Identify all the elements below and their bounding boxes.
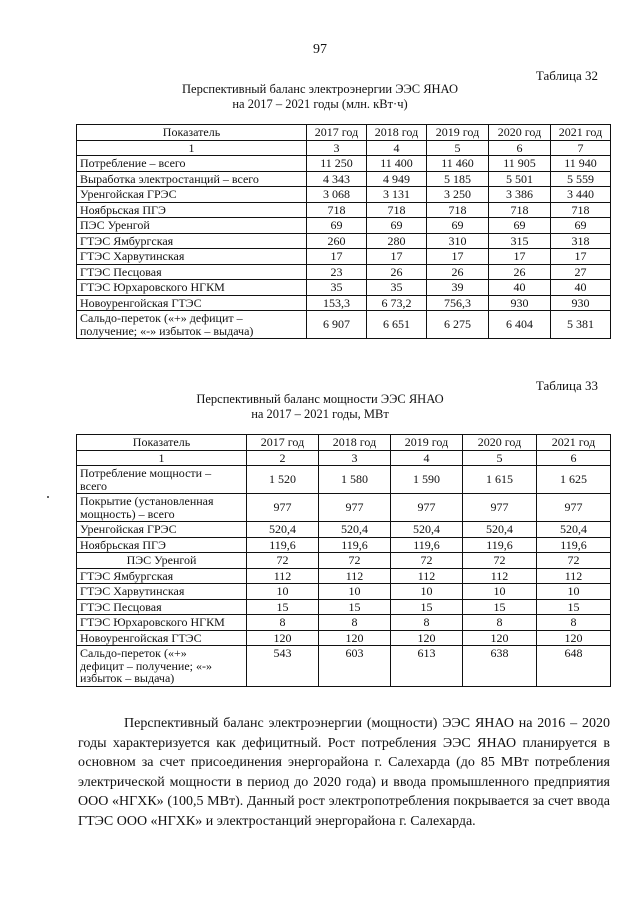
table33-cell: 520,4 xyxy=(463,522,537,538)
table33-cell: 72 xyxy=(537,553,611,569)
table33-row xyxy=(77,599,611,615)
table33-title xyxy=(0,392,640,422)
table32-cell: 11 460 xyxy=(427,156,489,172)
table33-cell: 120 xyxy=(247,630,319,646)
table32-cell: 6 275 xyxy=(427,311,489,339)
table33-cell: 15 xyxy=(463,599,537,615)
table33-cell: 10 xyxy=(391,584,463,600)
table32-row xyxy=(77,171,611,187)
table33-title-line2: на 2017 – 2021 годы, МВт xyxy=(251,407,389,421)
table33-cell: 520,4 xyxy=(391,522,463,538)
table32-cell: 40 xyxy=(551,280,611,296)
table33-cell: 977 xyxy=(247,494,319,522)
table33-row-label-line: Потребление мощности – xyxy=(80,466,212,480)
table33-cell: 977 xyxy=(537,494,611,522)
table33-cell: 119,6 xyxy=(537,537,611,553)
table32-cell: 69 xyxy=(427,218,489,234)
table32-header-row xyxy=(77,125,611,141)
table32-cell: 17 xyxy=(307,249,367,265)
table33-cell: 10 xyxy=(463,584,537,600)
table32-saldo-label-line1: Сальдо-переток («+» дефицит – xyxy=(80,311,243,325)
table33-row-label: ГТЭС Песцовая xyxy=(77,599,247,615)
table32-cell: 930 xyxy=(489,295,551,311)
table32-cell: 5 185 xyxy=(427,171,489,187)
table32-cell: 718 xyxy=(489,202,551,218)
table33-cell: 8 xyxy=(391,615,463,631)
table33-cell: 119,6 xyxy=(391,537,463,553)
table33 xyxy=(76,434,611,687)
table33-cell: 10 xyxy=(537,584,611,600)
table32-title-line1: Перспективный баланс электроэнергии ЭЭС ЯНАО xyxy=(182,82,458,96)
table32-cell: 11 400 xyxy=(367,156,427,172)
table32-cell: 3 440 xyxy=(551,187,611,203)
table32-cell: 40 xyxy=(489,280,551,296)
table32-cell: 17 xyxy=(367,249,427,265)
table32-cell: 23 xyxy=(307,264,367,280)
body-paragraph: Перспективный баланс электроэнергии (мощности) ЭЭС ЯНАО на 2016 – 2020 годы характеризуется как дефицитный. Рост потребления ЭЭС ЯНАО планируется в основном за счет присоединения энергорайона г. Салехарда (до 85 МВт потребления электрической мощности в период до 2020 года) и ввода промышленного предприятия ООО «НГХК» (100,5 МВт). Данный рост электропотребления покрывается за счет ввода ГТЭС ООО «НГХК» и электростанций энергорайона г. Салехарда. xyxy=(78,716,610,829)
table32-row xyxy=(77,280,611,296)
table32-cell: 35 xyxy=(307,280,367,296)
table32-index-cell: 1 xyxy=(77,140,307,156)
table32-index-cell: 3 xyxy=(307,140,367,156)
table32-row-label: Потребление – всего xyxy=(77,156,307,172)
table33-row-label-line: Покрытие (установленная xyxy=(80,494,214,508)
table33-cell: 520,4 xyxy=(537,522,611,538)
table33-cell: 15 xyxy=(537,599,611,615)
table32-cell: 17 xyxy=(489,249,551,265)
table33-row xyxy=(77,553,611,569)
table33-row-label: Новоуренгойская ГТЭС xyxy=(77,630,247,646)
table33-cell: 112 xyxy=(463,568,537,584)
table32-cell: 17 xyxy=(551,249,611,265)
table33-cell: 10 xyxy=(319,584,391,600)
table33-row-label xyxy=(77,494,247,522)
table32-index-cell: 4 xyxy=(367,140,427,156)
table33-index-cell: 3 xyxy=(319,450,391,466)
table32-row xyxy=(77,249,611,265)
table33-cell: 638 xyxy=(463,646,537,687)
table33-cell: 8 xyxy=(247,615,319,631)
table32-index-cell: 6 xyxy=(489,140,551,156)
table33-cell: 112 xyxy=(537,568,611,584)
table32-cell: 39 xyxy=(427,280,489,296)
stray-mark xyxy=(47,496,49,498)
table32-row xyxy=(77,218,611,234)
table33-cell: 613 xyxy=(391,646,463,687)
table33-cell: 648 xyxy=(537,646,611,687)
table33-header-cell: 2017 год xyxy=(247,435,319,451)
table33-cell: 119,6 xyxy=(463,537,537,553)
table33-row-label: ПЭС Уренгой xyxy=(77,553,247,569)
table33-index-cell: 6 xyxy=(537,450,611,466)
table32-saldo-row xyxy=(77,311,611,339)
table33-cell: 520,4 xyxy=(247,522,319,538)
table32-cell: 69 xyxy=(489,218,551,234)
table32-cell: 11 940 xyxy=(551,156,611,172)
table33-row xyxy=(77,466,611,494)
table32-row xyxy=(77,264,611,280)
table33-cell: 1 615 xyxy=(463,466,537,494)
table32-cell: 26 xyxy=(489,264,551,280)
table32-title xyxy=(0,82,640,112)
table33-row-label: ГТЭС Харвутинская xyxy=(77,584,247,600)
table33-cell: 72 xyxy=(247,553,319,569)
table33-saldo-label-line3: избыток – выдача) xyxy=(80,671,175,685)
table33-header-cell: 2019 год xyxy=(391,435,463,451)
table32-cell: 930 xyxy=(551,295,611,311)
table33-row xyxy=(77,494,611,522)
table32-cell: 5 559 xyxy=(551,171,611,187)
table32-row xyxy=(77,295,611,311)
table32-header-cell: 2019 год xyxy=(427,125,489,141)
table32-header-cell: 2021 год xyxy=(551,125,611,141)
table33-row xyxy=(77,537,611,553)
table32-cell: 17 xyxy=(427,249,489,265)
table33-cell: 15 xyxy=(247,599,319,615)
table33-row-label-line: мощность) – всего xyxy=(80,506,175,521)
table33-row xyxy=(77,584,611,600)
table33-saldo-row xyxy=(77,646,611,687)
table33-cell: 120 xyxy=(319,630,391,646)
table32-index-row xyxy=(77,140,611,156)
table32-row xyxy=(77,187,611,203)
table33-row xyxy=(77,615,611,631)
table33-header-cell: 2018 год xyxy=(319,435,391,451)
table33-cell: 119,6 xyxy=(247,537,319,553)
table32-cell: 4 343 xyxy=(307,171,367,187)
table32-cell: 69 xyxy=(551,218,611,234)
table33-cell: 977 xyxy=(319,494,391,522)
table33-cell: 520,4 xyxy=(319,522,391,538)
table33-cell: 977 xyxy=(391,494,463,522)
table32-index-cell: 7 xyxy=(551,140,611,156)
table32 xyxy=(76,124,611,339)
table33-index-cell: 2 xyxy=(247,450,319,466)
table33-cell: 603 xyxy=(319,646,391,687)
table33-row-label: ГТЭС Юрхаровского НГКМ xyxy=(77,615,247,631)
table32-cell: 6 651 xyxy=(367,311,427,339)
table32-title-line2: на 2017 – 2021 годы (млн. кВт·ч) xyxy=(232,97,408,111)
table32-cell: 26 xyxy=(427,264,489,280)
table32-row-label: ГТЭС Ямбургская xyxy=(77,233,307,249)
table33-cell: 1 520 xyxy=(247,466,319,494)
table32-cell: 6 907 xyxy=(307,311,367,339)
table32-cell: 718 xyxy=(307,202,367,218)
table32-header-cell: 2020 год xyxy=(489,125,551,141)
table32-cell: 315 xyxy=(489,233,551,249)
table33-header-cell: 2020 год xyxy=(463,435,537,451)
table33-row-label-line: всего xyxy=(80,478,108,493)
table32-cell: 6 404 xyxy=(489,311,551,339)
table32-cell: 318 xyxy=(551,233,611,249)
table33-title-line1: Перспективный баланс мощности ЭЭС ЯНАО xyxy=(196,392,444,406)
table32-header-cell: 2018 год xyxy=(367,125,427,141)
table32-row-label: Ноябрьская ПГЭ xyxy=(77,202,307,218)
table33-cell: 10 xyxy=(247,584,319,600)
table32-cell: 3 068 xyxy=(307,187,367,203)
page-number: 97 xyxy=(313,42,327,57)
table33-cell: 112 xyxy=(319,568,391,584)
table32-cell: 718 xyxy=(427,202,489,218)
table32-cell: 35 xyxy=(367,280,427,296)
table32-row-label: Выработка электростанций – всего xyxy=(77,171,307,187)
table32-row-label: ГТЭС Харвутинская xyxy=(77,249,307,265)
table32-cell: 4 949 xyxy=(367,171,427,187)
table32-row-label: ГТЭС Юрхаровского НГКМ xyxy=(77,280,307,296)
table32-cell: 27 xyxy=(551,264,611,280)
table32-cell: 260 xyxy=(307,233,367,249)
table33-cell: 543 xyxy=(247,646,319,687)
table33-row-label: Уренгойская ГРЭС xyxy=(77,522,247,538)
table32-row xyxy=(77,202,611,218)
table32-cell: 5 501 xyxy=(489,171,551,187)
table33-cell: 15 xyxy=(391,599,463,615)
table32-label: Таблица 32 xyxy=(535,68,598,83)
table33-saldo-label-line2: дефицит – получение; «-» xyxy=(80,658,212,673)
table32-row xyxy=(77,156,611,172)
table32-cell: 26 xyxy=(367,264,427,280)
table33-cell: 112 xyxy=(247,568,319,584)
table33-index-cell: 1 xyxy=(77,450,247,466)
table33-saldo-label-line1: Сальдо-переток («+» xyxy=(80,646,187,660)
table33-label: Таблица 33 xyxy=(535,378,598,393)
table33-cell: 1 625 xyxy=(537,466,611,494)
table32-cell: 3 250 xyxy=(427,187,489,203)
table33-cell: 1 580 xyxy=(319,466,391,494)
table33-index-cell: 4 xyxy=(391,450,463,466)
table33-row xyxy=(77,630,611,646)
table33-header-cell: Показатель xyxy=(77,435,247,451)
table33-row-label xyxy=(77,466,247,494)
table33-cell: 8 xyxy=(463,615,537,631)
table32-cell: 3 386 xyxy=(489,187,551,203)
table33-cell: 8 xyxy=(319,615,391,631)
table32-header-cell: Показатель xyxy=(77,125,307,141)
table33-cell: 8 xyxy=(537,615,611,631)
table32-row-label: ПЭС Уренгой xyxy=(77,218,307,234)
table33-cell: 72 xyxy=(463,553,537,569)
table33-row-label: Ноябрьская ПГЭ xyxy=(77,537,247,553)
table33-header-row xyxy=(77,435,611,451)
table32-saldo-label-line2: получение; «-» избыток – выдача) xyxy=(80,323,254,338)
table32-row-label: Уренгойская ГРЭС xyxy=(77,187,307,203)
table33-cell: 72 xyxy=(319,553,391,569)
table33-cell: 977 xyxy=(463,494,537,522)
table33-cell: 119,6 xyxy=(319,537,391,553)
table33-row-label: ГТЭС Ямбургская xyxy=(77,568,247,584)
table33-cell: 120 xyxy=(463,630,537,646)
table33-cell: 15 xyxy=(319,599,391,615)
table32-row xyxy=(77,233,611,249)
table32-cell: 69 xyxy=(307,218,367,234)
table32-row-label: ГТЭС Песцовая xyxy=(77,264,307,280)
table32-cell: 280 xyxy=(367,233,427,249)
table33-cell: 120 xyxy=(537,630,611,646)
table32-cell: 69 xyxy=(367,218,427,234)
table32-cell: 718 xyxy=(551,202,611,218)
table33-cell: 1 590 xyxy=(391,466,463,494)
table33-saldo-label xyxy=(77,646,247,687)
table32-cell: 756,3 xyxy=(427,295,489,311)
table32-cell: 3 131 xyxy=(367,187,427,203)
table32-cell: 11 250 xyxy=(307,156,367,172)
table32-index-cell: 5 xyxy=(427,140,489,156)
table32-cell: 11 905 xyxy=(489,156,551,172)
table32-cell: 6 73,2 xyxy=(367,295,427,311)
table33-row xyxy=(77,568,611,584)
table33-cell: 72 xyxy=(391,553,463,569)
table32-cell: 5 381 xyxy=(551,311,611,339)
table33-cell: 120 xyxy=(391,630,463,646)
table33-row xyxy=(77,522,611,538)
table33-cell: 112 xyxy=(391,568,463,584)
table32-cell: 718 xyxy=(367,202,427,218)
table32-row-label: Новоуренгойская ГТЭС xyxy=(77,295,307,311)
table33-header-cell: 2021 год xyxy=(537,435,611,451)
table33-index-row xyxy=(77,450,611,466)
table32-saldo-label xyxy=(77,311,307,339)
table32-cell: 310 xyxy=(427,233,489,249)
table32-header-cell: 2017 год xyxy=(307,125,367,141)
table32-cell: 153,3 xyxy=(307,295,367,311)
table33-index-cell: 5 xyxy=(463,450,537,466)
